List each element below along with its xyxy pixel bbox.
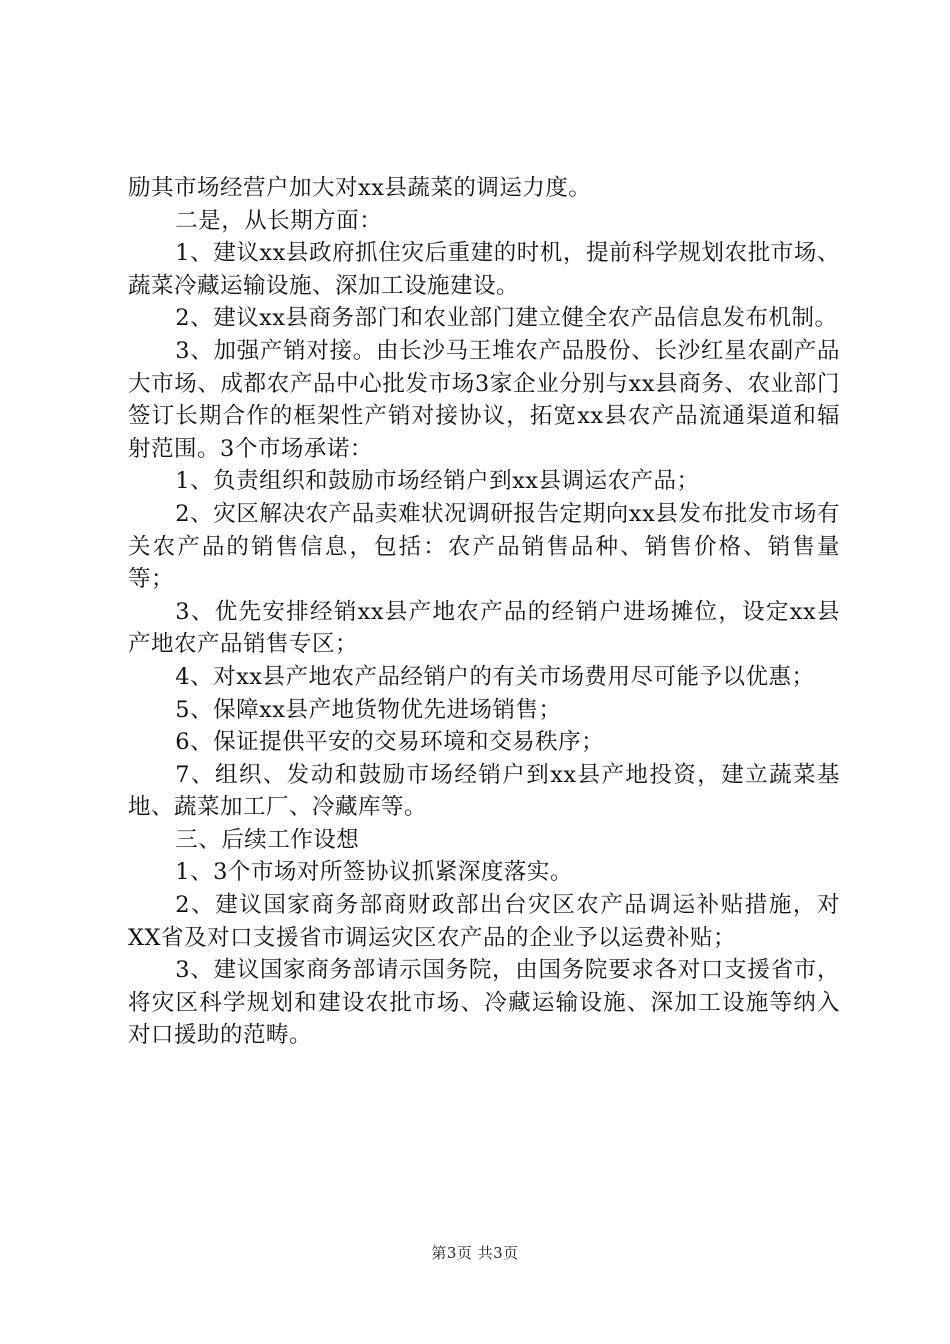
page-number-footer: 第3页 共3页: [431, 1244, 519, 1262]
paragraph-item: 2、灾区解决农产品卖难状况调研报告定期向xx县发布批发市场有关农产品的销售信息，包括：农产品销售品种、销售价格、销售量等；: [128, 500, 840, 593]
paragraph-item: 3、优先安排经销xx县产地农产品的经销户进场摊位，设定xx县产地农产品销售专区；: [128, 598, 840, 658]
paragraph-item: 3、建议国家商务部请示国务院，由国务院要求各对口支援省市，将灾区科学规划和建设农批市场、冷藏运输设施、深加工设施等纳入对口援助的范畴。: [128, 957, 840, 1049]
paragraph-item: 1、负责组织和鼓励市场经销户到xx县调运农产品；: [175, 468, 700, 495]
document-body: [128, 172, 840, 1052]
paragraph-continuation: 励其市场经营户加大对xx县蔬菜的调运力度。: [128, 175, 592, 201]
paragraph-item: 7、组织、发动和鼓励市场经销户到xx县产地投资，建立蔬菜基地、蔬菜加工厂、冷藏库等。: [128, 761, 840, 821]
section-heading: 三、后续工作设想: [175, 826, 360, 853]
paragraph-item: 3、加强产销对接。由长沙马王堆农产品股份、长沙红星农副产品大市场、成都农产品中心批发市场3家企业分别与xx县商务、农业部门签订长期合作的框架性产销对接协议，拓宽xx县农产品流通渠道和辐射范围。3个市场承诺：: [128, 337, 840, 462]
paragraph-item: 1、建议xx县政府抓住灾后重建的时机，提前科学规划农批市场、蔬菜冷藏运输设施、深加工设施建设。: [128, 240, 840, 299]
paragraph-item: 4、对xx县产地农产品经销户的有关市场费用尽可能予以优惠；: [175, 663, 815, 690]
paragraph-item: 2、建议xx县商务部门和农业部门建立健全农产品信息发布机制。: [175, 305, 838, 332]
paragraph-item: 2、建议国家商务部商财政部出台灾区农产品调运补贴措施，对XX省及对口支援省市调运灾区农产品的企业予以运费补贴；: [128, 892, 840, 951]
paragraph-item: 6、保证提供平安的交易环境和交易秩序；: [175, 729, 605, 756]
paragraph-long-term-heading: 二是，从长期方面：: [175, 207, 383, 234]
paragraph-item: 1、3个市场对所签协议抓紧深度落实。: [175, 859, 573, 886]
paragraph-item: 5、保障xx县产地货物优先进场销售；: [175, 696, 562, 723]
